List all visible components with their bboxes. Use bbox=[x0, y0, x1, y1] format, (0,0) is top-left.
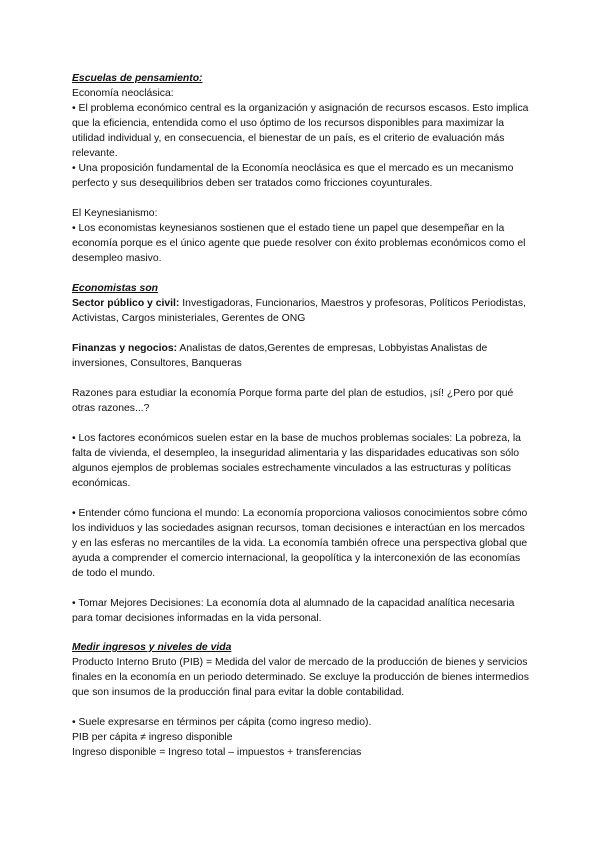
pib-vs-income: PIB per cápita ≠ ingreso disponible bbox=[72, 732, 233, 743]
per-capita-bullet: • Suele expresarse en términos per cápita (como ingreso medio). bbox=[72, 717, 372, 728]
reasons-intro: Razones para estudiar la economía Porque forma parte del plan de estudios, ¡sí! ¿Pero por qué otras razones...? bbox=[72, 388, 514, 414]
pib-definition: Producto Interno Bruto (PIB) = Medida del valor de mercado de la producción de bienes y servicios finales en la economía en un periodo determinado. Se excluye la producción de bienes intermedios que son insumos de la producción final para evitar la doble contabilidad. bbox=[72, 657, 529, 698]
reason-understand-world: • Entender cómo funciona el mundo: La economía proporciona valiosos conocimientos sobre cómo los individuos y las sociedades asignan recursos, toman decisiones e interactúan en los mercados y en las esferas no mercantiles de la vida. La economía también ofrece una perspectiva global que ayuda a comprender el comercio internacional, la geopolítica y la interconexión de las economías de todo el mundo. bbox=[72, 508, 528, 579]
reason-better-decisions: • Tomar Mejores Decisiones: La economía dota al alumnado de la capacidad analítica necesaria para tomar decisiones informadas en la vida personal. bbox=[72, 598, 515, 624]
heading-economistas: Economistas son bbox=[72, 283, 159, 294]
document-page bbox=[72, 71, 532, 760]
public-sector-text: Investigadoras, Funcionarios, Maestros y profesoras, Políticos Periodistas, Activistas, Cargos ministeriales, Gerentes de ONG bbox=[72, 298, 526, 324]
finance-text: Analistas de datos,Gerentes de empresas, Lobbyistas Analistas de inversiones, Consultores, Banqueras bbox=[72, 343, 488, 369]
heading-escuelas: Escuelas de pensamiento: bbox=[72, 73, 203, 84]
disposable-income-formula: Ingreso disponible = Ingreso total – impuestos + transferencias bbox=[72, 747, 362, 758]
label-keynesianismo: El Keynesianismo: bbox=[72, 208, 158, 219]
reason-social-problems: • Los factores económicos suelen estar en la base de muchos problemas sociales: La pobreza, la falta de vivienda, el desempleo, la inseguridad alimentaria y las disparidades educativas son sólo algunos ejemplos de problemas sociales estrechamente vinculados a las estructuras y políticas económicas. bbox=[72, 433, 521, 489]
keynes-bullet: • Los economistas keynesianos sostienen que el estado tiene un papel que desempeñar en la economía porque es el único agente que puede resolver con éxito problemas económicos como el desempleo masivo. bbox=[72, 223, 526, 264]
label-neoclasica: Economía neoclásica: bbox=[72, 88, 174, 99]
finance-paragraph bbox=[72, 341, 532, 371]
finance-label: Finanzas y negocios: bbox=[72, 343, 178, 354]
neoclassic-bullet-2: • Una proposición fundamental de la Economía neoclásica es que el mercado es un mecanismo perfecto y sus desequilibrios deben ser tratados como fricciones coyunturales. bbox=[72, 163, 514, 189]
heading-medir-ingresos: Medir ingresos y niveles de vida bbox=[72, 642, 232, 653]
neoclassic-bullet-1: • El problema económico central es la organización y asignación de recursos escasos. Esto implica que la eficiencia, entendida como el uso óptimo de los recursos disponibles para maximizar la utilidad individual y, en consecuencia, el bienestar de un país, es el criterio de evaluación más relevante. bbox=[72, 103, 529, 159]
public-sector-label: Sector público y civil: bbox=[72, 298, 180, 309]
public-sector-paragraph bbox=[72, 296, 532, 326]
